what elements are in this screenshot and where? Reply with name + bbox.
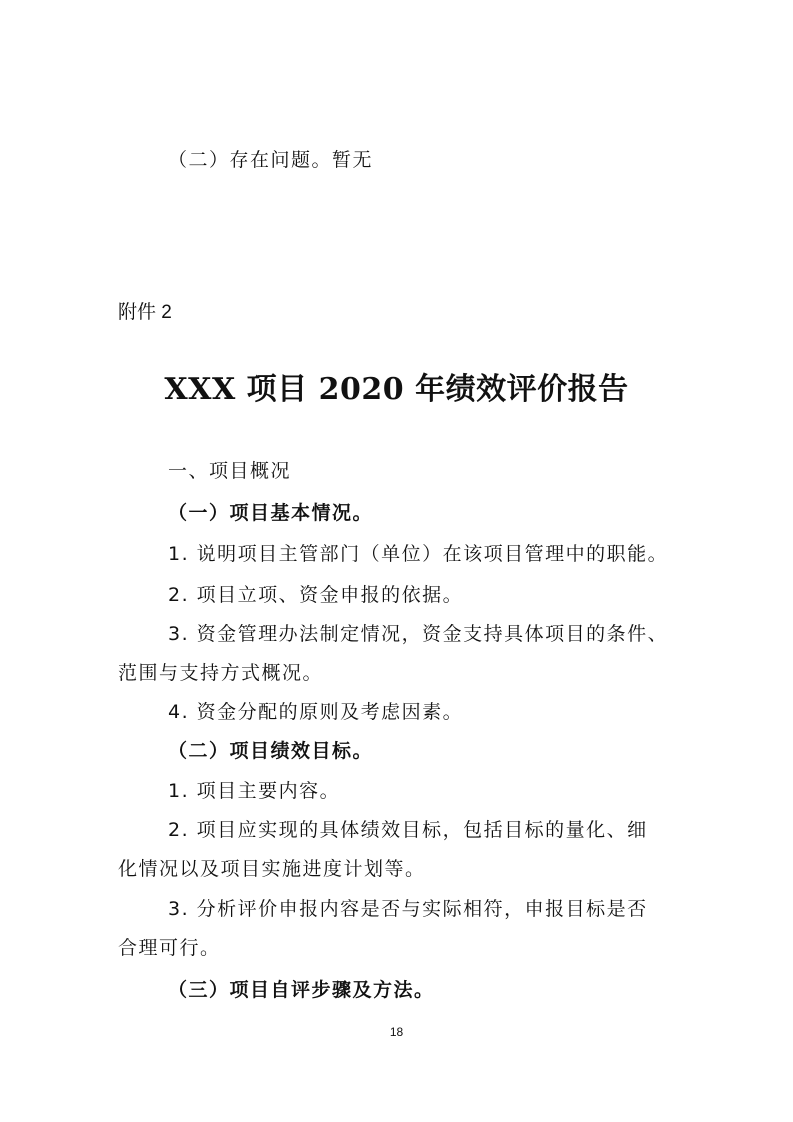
section-heading-overview: 一、项目概况 [168,460,292,482]
list-item: 1. 项目主要内容。 [168,780,341,802]
list-item: 1. 说明项目主管部门（单位）在该项目管理中的职能。 [168,543,669,565]
page-number: 18 [389,1025,404,1039]
subsection-heading-method: （三）项目自评步骤及方法。 [168,979,435,1001]
list-item: 3. 资金管理办法制定情况，资金支持具体项目的条件、 [168,623,669,645]
existing-issues-line: （二）存在问题。暂无 [168,149,374,171]
list-item: 2. 项目应实现的具体绩效目标，包括目标的量化、细 [168,819,648,841]
list-item-continuation: 化情况以及项目实施进度计划等。 [118,858,426,880]
list-item: 4. 资金分配的原则及考虑因素。 [168,701,464,723]
list-item: 3. 分析评价申报内容是否与实际相符，申报目标是否 [168,898,648,920]
subsection-heading-basic: （一）项目基本情况。 [168,502,374,524]
report-title: XXX 项目 2020 年绩效评价报告 [164,372,629,407]
subsection-heading-goals: （二）项目绩效目标。 [168,740,374,762]
attachment-label: 附件 2 [118,302,172,323]
list-item: 2. 项目立项、资金申报的依据。 [168,584,464,606]
list-item-continuation: 合理可行。 [118,937,221,959]
list-item-continuation: 范围与支持方式概况。 [118,662,324,684]
